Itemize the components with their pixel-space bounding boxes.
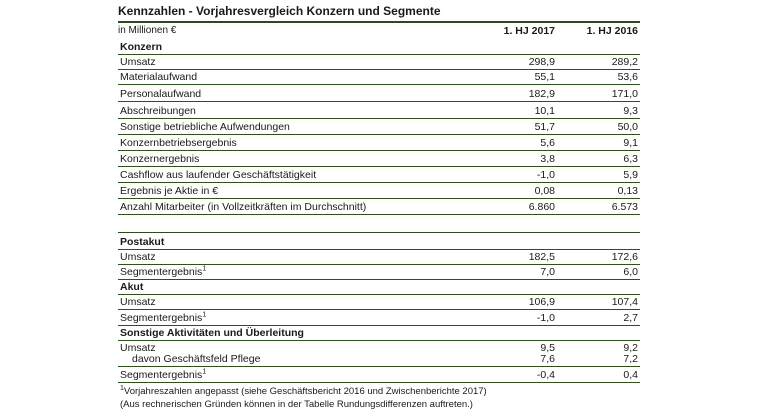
value-2016: 9,1 (623, 137, 638, 149)
row-label: Ergebnis je Aktie in € (120, 185, 219, 197)
row-label (120, 266, 206, 278)
value-2017: -1,0 (536, 169, 555, 181)
footnote-1 (120, 386, 487, 397)
footnote-marker: 1 (120, 384, 124, 392)
table-row (118, 104, 640, 119)
row-label: Cashflow aus laufender Geschäftstätigkeit (120, 169, 317, 181)
value-2016: 107,4 (611, 296, 638, 308)
value-2017: 5,6 (540, 137, 555, 149)
value-2017: 298,9 (528, 56, 555, 68)
section-label: Konzern (120, 41, 162, 53)
section-header-postakut (118, 235, 640, 250)
table-row (118, 168, 640, 183)
section-divider (118, 232, 640, 233)
footnote-marker: 1 (202, 265, 207, 273)
document-title: Kennzahlen - Vorjahresvergleich Konzern und Segmente (118, 4, 441, 18)
row-label (120, 369, 206, 381)
row-label: Materialaufwand (120, 71, 198, 83)
table-row (118, 295, 640, 310)
row-label-text: Segmentergebnis (120, 312, 203, 324)
row-label: Umsatz (120, 251, 156, 263)
value-2016: 2,7 (623, 312, 638, 324)
value-2017: 182,5 (528, 251, 555, 263)
column-header-row (118, 25, 640, 39)
row-label: Personalaufwand (120, 88, 202, 100)
value-2017: 3,8 (540, 153, 555, 165)
footnote-marker: 1 (202, 368, 207, 376)
row-label: Umsatz (120, 342, 156, 354)
footnote-marker: 1 (202, 311, 207, 319)
footnote-1-text: Vorjahreszahlen angepasst (siehe Geschäftsbericht 2016 und Zwischenberichte 2017) (123, 386, 487, 397)
value-2016: 6,0 (623, 266, 638, 278)
value-2017: 10,1 (534, 105, 555, 117)
value-2016: 50,0 (617, 121, 638, 133)
value-2016: 5,9 (623, 169, 638, 181)
row-label: Konzernbetriebsergebnis (120, 137, 237, 149)
row-label: Anzahl Mitarbeiter (in Vollzeitkräften im Durchschnitt) (120, 201, 367, 213)
header-rule (118, 21, 640, 23)
value-2016: 0,4 (623, 369, 638, 381)
section-header-sonstige (118, 326, 640, 341)
section-header-akut (118, 280, 640, 295)
value-2016: 6.573 (611, 201, 638, 213)
value-2016: 171,0 (611, 88, 638, 100)
value-2016: 289,2 (611, 56, 638, 68)
value-2017: 6.860 (528, 201, 555, 213)
table-row (118, 184, 640, 199)
value-2016: 0,13 (617, 185, 638, 197)
footnote-2: (Aus rechnerischen Gründen können in der Tabelle Rundungsdifferenzen auftreten.) (120, 399, 473, 410)
column-header-2017: 1. HJ 2017 (503, 25, 555, 37)
row-label (120, 312, 206, 324)
table-row (118, 265, 640, 280)
value-2017: 7,0 (540, 266, 555, 278)
value-2017: -1,0 (536, 312, 555, 324)
section-label: Sonstige Aktivitäten und Überleitung (120, 327, 304, 339)
table-row (118, 136, 640, 151)
row-label-text: Segmentergebnis (120, 369, 203, 381)
row-label: Konzernergebnis (120, 153, 200, 165)
table-row (118, 368, 640, 383)
value-2016: 7,2 (623, 353, 638, 365)
section-label: Postakut (120, 236, 165, 248)
value-2016: 6,3 (623, 153, 638, 165)
value-2017: -0,4 (536, 369, 555, 381)
table-row (118, 200, 640, 215)
row-label: davon Geschäftsfeld Pflege (132, 353, 261, 365)
value-2016: 9,3 (623, 105, 638, 117)
table-row (118, 70, 640, 85)
unit-label: in Millionen € (118, 25, 177, 36)
table-row (118, 120, 640, 135)
value-2016: 9,2 (623, 342, 638, 354)
row-label: Abschreibungen (120, 105, 196, 117)
row-label: Sonstige betriebliche Aufwendungen (120, 121, 290, 133)
table-row (118, 55, 640, 70)
section-label: Akut (120, 281, 144, 293)
table-row (118, 311, 640, 326)
row-label: Umsatz (120, 56, 156, 68)
value-2017: 55,1 (534, 71, 555, 83)
section-header-konzern (118, 40, 640, 55)
value-2017: 51,7 (534, 121, 555, 133)
table-row (118, 250, 640, 265)
column-header-2016: 1. HJ 2016 (586, 25, 638, 37)
row-label-text: Segmentergebnis (120, 266, 203, 278)
table-row (118, 152, 640, 167)
row-label: Umsatz (120, 296, 156, 308)
value-2017: 7,6 (540, 353, 555, 365)
table-row (118, 352, 640, 367)
value-2017: 9,5 (540, 342, 555, 354)
value-2017: 106,9 (528, 296, 555, 308)
value-2017: 0,08 (534, 185, 555, 197)
value-2016: 172,6 (611, 251, 638, 263)
table-row (118, 87, 640, 102)
value-2016: 53,6 (617, 71, 638, 83)
value-2017: 182,9 (528, 88, 555, 100)
